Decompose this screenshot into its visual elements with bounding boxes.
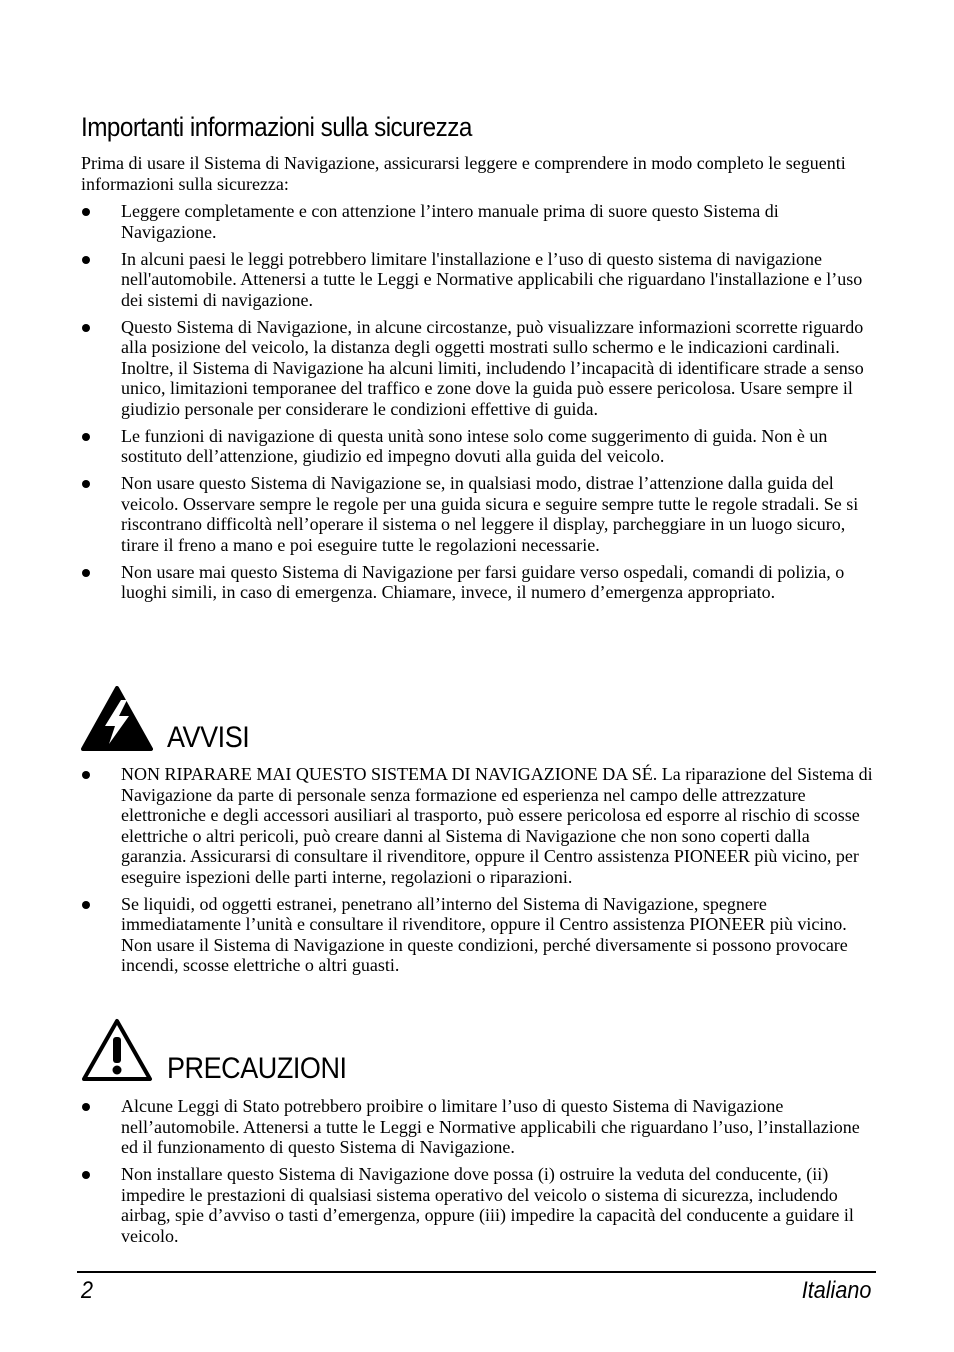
- bullet-icon: [82, 324, 90, 332]
- page-number: 2: [81, 1277, 94, 1304]
- lightning-warning-icon: [81, 686, 153, 752]
- bullet-icon: [82, 256, 90, 264]
- bullet-icon: [82, 433, 90, 441]
- list-item: Le funzioni di navigazione di questa unità sono intese solo come suggerimento di guida. Non è un sostituto dell’attenzione, giudizio ed impegno dovuti alla guida del veicolo.: [81, 426, 876, 467]
- bullet-icon: [82, 480, 90, 488]
- bullet-icon: [82, 1103, 90, 1111]
- list-item: Non installare questo Sistema di Navigazione dove possa (i) ostruire la veduta del conducente, (ii) impedire le prestazioni di qualsiasi sistema operativo del veicolo o sistema di sicurezza, includendo airbag, spie d’avviso o tasti d’emergenza, oppure (iii) impedire la capacità del conducente a guidare il veicolo.: [81, 1164, 876, 1246]
- list-item: NON RIPARARE MAI QUESTO SISTEMA DI NAVIGAZIONE DA SÉ. La riparazione del Sistema di Navigazione da parte di personale senza formazione ed esperienza nel campo delle attrezzature elettroniche e degli accessori ausiliari al trasporto, può essere pericolosa ed esporre al rischio di scosse elettriche o altri pericoli, può creare danni al Sistema di Navigazione che non sono coperti dalla garanzia. Assicurarsi di consultare il rivenditore, oppure il Centro assistenza PIONEER più vicino, per eseguire ispezioni delle parti interne, regolazioni o riparazioni.: [81, 764, 876, 887]
- list-item: Non usare mai questo Sistema di Navigazione per farsi guidare verso ospedali, comandi di polizia, o luoghi simili, in caso di emergenza. Chiamare, invece, il numero d’emergenza appropriato.: [81, 562, 876, 603]
- bullet-icon: [82, 1171, 90, 1179]
- bullet-icon: [82, 569, 90, 577]
- safety-list: [81, 201, 876, 609]
- footer-language: Italiano: [801, 1277, 871, 1304]
- page-title: Importanti informazioni sulla sicurezza: [81, 112, 472, 142]
- warnings-heading: [81, 686, 258, 752]
- list-item: Questo Sistema di Navigazione, in alcune circostanze, può visualizzare informazioni scorrette riguardo alla posizione del veicolo, la distanza degli oggetti mostrati sullo schermo e le indicazioni cardinali. Inoltre, il Sistema di Navigazione ha alcuni limiti, includendo l’incapacità di identificare strade a senso unico, limitazioni temporanee del traffico e zone dove la guida può essere pericolosa. Usare sempre il giudizio personale per considerare le condizioni effettive di guida.: [81, 317, 876, 420]
- bullet-icon: [82, 208, 90, 216]
- warnings-list: [81, 764, 876, 982]
- cautions-title: PRECAUZIONI: [167, 1052, 347, 1085]
- exclamation-caution-icon: [81, 1017, 153, 1083]
- warnings-title: AVVISI: [167, 721, 250, 754]
- list-item: Alcune Leggi di Stato potrebbero proibire o limitare l’uso di questo Sistema di Navigazione nell’automobile. Attenersi a tutte le Leggi e Normative applicabili che riguardano l’uso, l’installazione ed il funzionamento di questo Sistema di Navigazione.: [81, 1096, 876, 1158]
- intro-paragraph: Prima di usare il Sistema di Navigazione, assicurarsi leggere e comprendere in modo completo le seguenti informazioni sulla sicurezza:: [81, 153, 846, 194]
- cautions-heading: [81, 1017, 367, 1083]
- list-item: Se liquidi, od oggetti estranei, penetrano all’interno del Sistema di Navigazione, spegnere immediatamente l’unità e consultare il rivenditore, oppure il Centro assistenza PIONEER più vicino. Non usare il Sistema di Navigazione in queste condizioni, perché diversamente si possono provocare incendi, scosse elettriche o altri guasti.: [81, 894, 876, 976]
- list-item: Leggere completamente e con attenzione l’intero manuale prima di suore questo Sistema di Navigazione.: [81, 201, 876, 242]
- bullet-icon: [82, 771, 90, 779]
- cautions-list: [81, 1096, 876, 1253]
- footer-divider: [77, 1271, 876, 1273]
- list-item: Non usare questo Sistema di Navigazione se, in qualsiasi modo, distrae l’attenzione dalla guida del veicolo. Osservare sempre le regole per una guida sicura e seguire sempre tutte le regole stradali. Se si riscontrano difficoltà nell’operare il sistema o nel leggere il display, parcheggiare in un luogo sicuro, tirare il freno a mano e poi eseguire tutte le regolazioni necessarie.: [81, 473, 876, 555]
- bullet-icon: [82, 901, 90, 909]
- list-item: In alcuni paesi le leggi potrebbero limitare l'installazione e l’uso di questo sistema di navigazione nell'automobile. Attenersi a tutte le Leggi e Normative applicabili che riguardano l'installazione e l’uso dei sistemi di navigazione.: [81, 249, 876, 311]
